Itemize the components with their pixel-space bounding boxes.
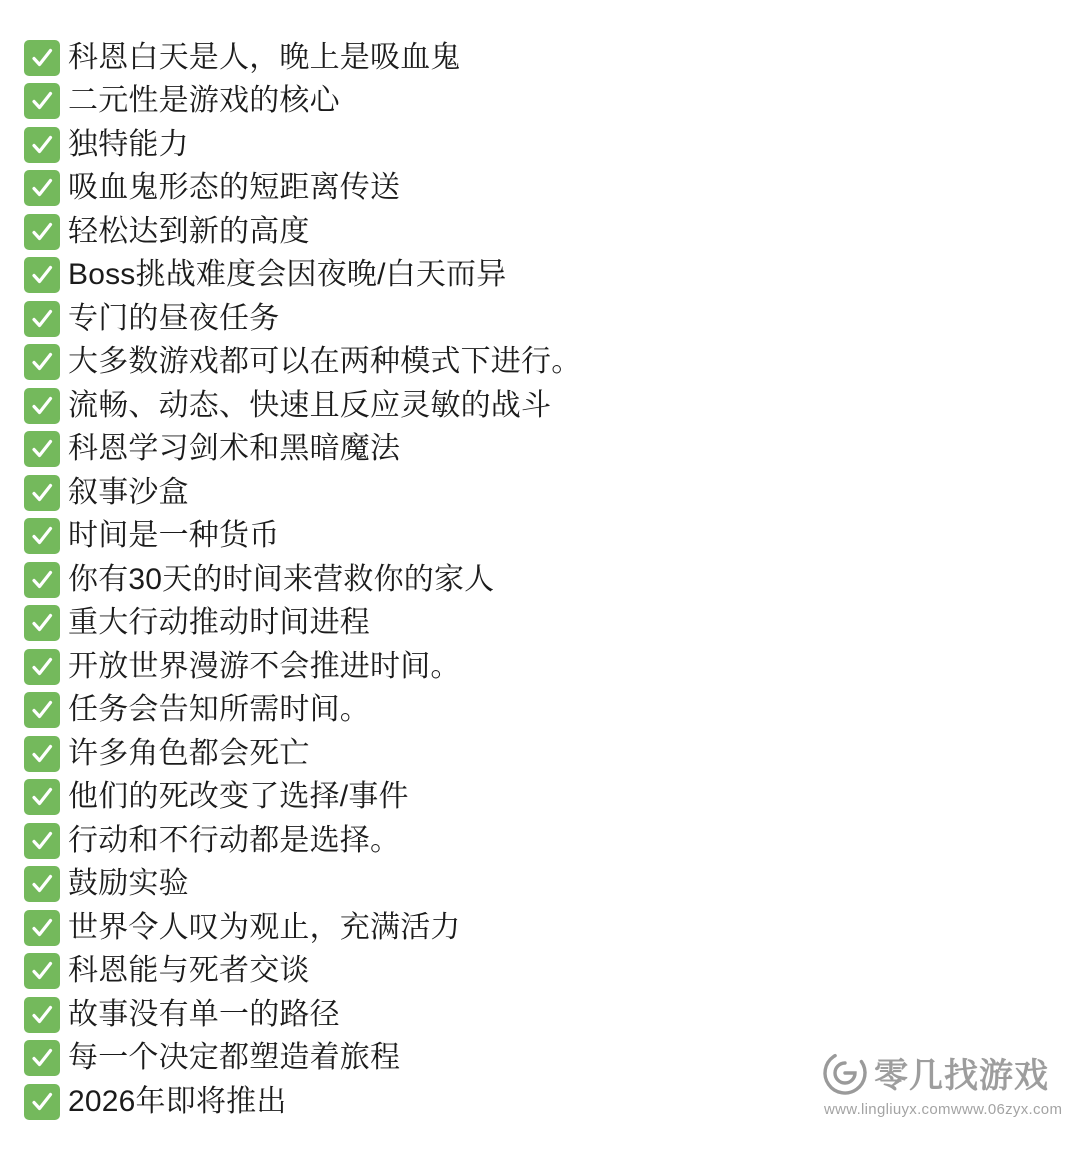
list-item-label: 每一个决定都塑造着旅程 <box>68 1041 401 1075</box>
list-item-label: 许多角色都会死亡 <box>68 736 310 770</box>
list-item <box>24 689 1056 733</box>
list-item-label: 他们的死改变了选择/事件 <box>68 780 409 814</box>
list-item <box>24 558 1056 602</box>
list-item <box>24 993 1056 1037</box>
watermark-brand <box>822 1048 1062 1097</box>
list-item <box>24 776 1056 820</box>
check-icon <box>24 431 60 467</box>
list-item <box>24 210 1056 254</box>
check-icon <box>24 736 60 772</box>
list-item-label: 科恩能与死者交谈 <box>68 954 310 988</box>
check-icon <box>24 953 60 989</box>
check-icon <box>24 910 60 946</box>
check-icon <box>24 257 60 293</box>
check-icon <box>24 475 60 511</box>
check-icon <box>24 1040 60 1076</box>
list-item <box>24 80 1056 124</box>
check-icon <box>24 649 60 685</box>
list-item <box>24 906 1056 950</box>
list-item-label: 专门的昼夜任务 <box>68 301 280 335</box>
list-item-label: 大多数游戏都可以在两种模式下进行。 <box>68 345 582 379</box>
list-item-label: 轻松达到新的高度 <box>68 214 310 248</box>
list-item-label: 科恩白天是人，晚上是吸血鬼 <box>68 40 461 74</box>
list-item-label: 时间是一种货币 <box>68 519 280 553</box>
check-icon <box>24 997 60 1033</box>
list-item <box>24 167 1056 211</box>
list-item <box>24 645 1056 689</box>
watermark-urls <box>822 1101 1063 1118</box>
check-icon <box>24 344 60 380</box>
check-icon <box>24 518 60 554</box>
list-item-label: 科恩学习剑术和黑暗魔法 <box>68 432 401 466</box>
list-item-label: 你有30天的时间来营救你的家人 <box>68 562 495 596</box>
check-icon <box>24 562 60 598</box>
list-item-label: 行动和不行动都是选择。 <box>68 823 401 857</box>
list-item <box>24 819 1056 863</box>
watermark <box>822 1048 1062 1144</box>
check-icon <box>24 692 60 728</box>
spiral-logo-icon <box>822 1050 868 1096</box>
check-icon <box>24 866 60 902</box>
list-item <box>24 732 1056 776</box>
check-icon <box>24 301 60 337</box>
list-item-label: 二元性是游戏的核心 <box>68 84 340 118</box>
list-item-label: 鼓励实验 <box>68 867 189 901</box>
list-item <box>24 950 1056 994</box>
list-item-label: 重大行动推动时间进程 <box>68 606 370 640</box>
list-item <box>24 428 1056 472</box>
check-icon <box>24 1084 60 1120</box>
watermark-url-right: www.06zyx.com <box>950 1101 1063 1118</box>
check-icon <box>24 83 60 119</box>
list-item-label: 独特能力 <box>68 127 189 161</box>
list-item <box>24 515 1056 559</box>
list-item <box>24 297 1056 341</box>
check-icon <box>24 127 60 163</box>
list-item <box>24 36 1056 80</box>
check-icon <box>24 605 60 641</box>
list-item <box>24 863 1056 907</box>
list-item <box>24 602 1056 646</box>
check-icon <box>24 214 60 250</box>
list-item <box>24 341 1056 385</box>
check-icon <box>24 40 60 76</box>
check-icon <box>24 823 60 859</box>
list-item-label: 流畅、动态、快速且反应灵敏的战斗 <box>68 388 552 422</box>
list-item-label: 任务会告知所需时间。 <box>68 693 370 727</box>
list-item-label: 叙事沙盒 <box>68 475 189 509</box>
list-item-label: 开放世界漫游不会推进时间。 <box>68 649 461 683</box>
list-item <box>24 123 1056 167</box>
list-item-label: 2026年即将推出 <box>68 1084 287 1118</box>
watermark-url-left: www.lingliuyx.com <box>824 1101 951 1118</box>
feature-list <box>24 36 1056 1124</box>
check-icon <box>24 388 60 424</box>
list-item <box>24 254 1056 298</box>
list-item <box>24 384 1056 428</box>
watermark-title: 零几找游戏 <box>874 1057 1049 1095</box>
list-item-label: Boss挑战难度会因夜晚/白天而异 <box>68 258 507 292</box>
list-item <box>24 471 1056 515</box>
list-item-label: 世界令人叹为观止，充满活力 <box>68 910 461 944</box>
check-icon <box>24 779 60 815</box>
list-item-label: 故事没有单一的路径 <box>68 997 340 1031</box>
check-icon <box>24 170 60 206</box>
list-item-label: 吸血鬼形态的短距离传送 <box>68 171 401 205</box>
